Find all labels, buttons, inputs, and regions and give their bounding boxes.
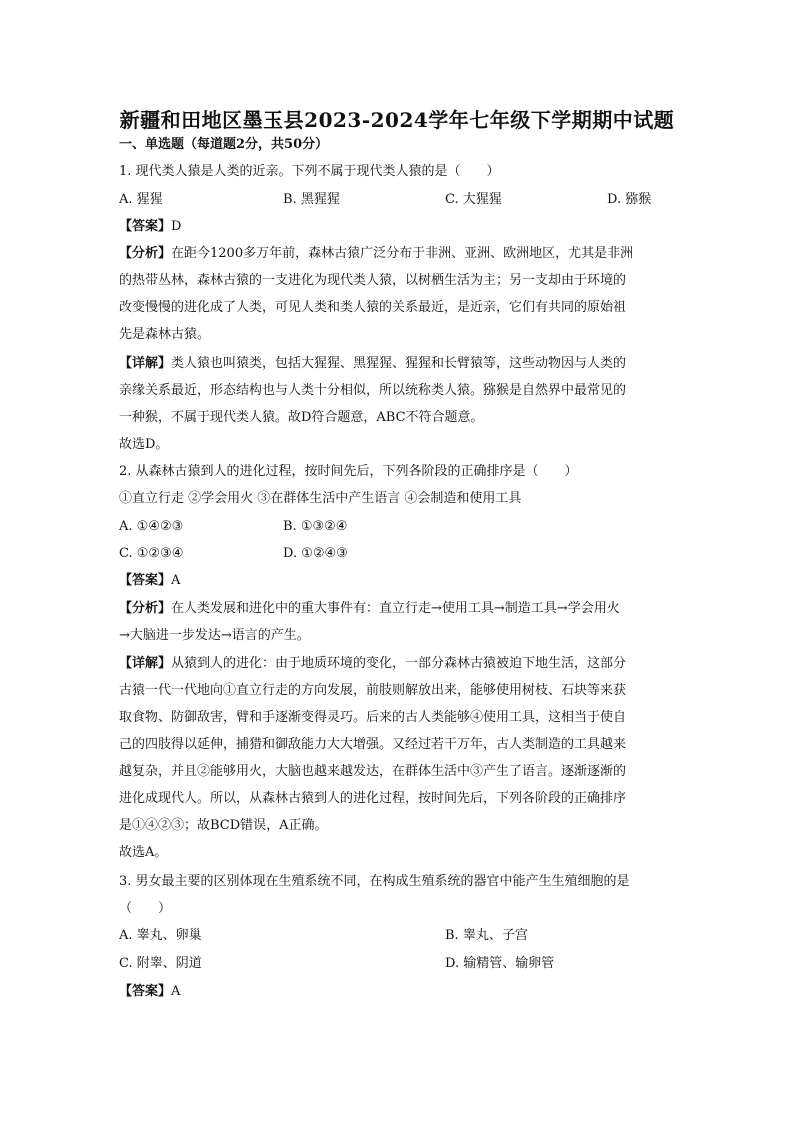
- answer-tag: 【答案】: [119, 219, 172, 234]
- section-heading: 一、单选题（每道题2分，共50分）: [119, 137, 329, 152]
- question-3-stem: 3. 男女最主要的区别体现在生殖系统不同，在构成生殖系统的器官中能产生生殖细胞的是: [119, 874, 630, 889]
- q1-analysis-line: 改变慢慢的进化成了人类，可见人类和类人猿的关系最近，是近亲，它们有共同的原始祖: [119, 300, 627, 315]
- q1-analysis-line: [119, 244, 633, 264]
- q1-option-c: C. 大猩猩: [445, 192, 502, 207]
- q1-analysis-line: 的热带丛林，森林古猿的一支进化为现代类人猿，以树栖生活为主；另一支却由于环境的: [119, 273, 627, 288]
- q2-detail-line: 古猿一代一代地向①直立行走的方向发展，前肢则解放出来，能够使用树枝、石块等来获: [119, 683, 627, 698]
- q2-analysis-line: →大脑进一步发达→语言的产生。: [119, 628, 310, 643]
- q3-option-d: D. 输精管、输卵管: [445, 956, 555, 971]
- q1-analysis-line: 先是森林古猿。: [119, 327, 211, 342]
- q2-conclusion: 故选A。: [119, 845, 168, 860]
- detail-tag: 【详解】: [119, 656, 172, 671]
- q1-answer: [119, 217, 181, 237]
- q1-detail-line: [119, 354, 626, 374]
- answer-tag: 【答案】: [119, 984, 172, 999]
- q2-analysis-line: [119, 599, 620, 619]
- q2-detail-line: 己的四肢得以延伸，捕猎和御敌能力大大增强。又经过若干万年，古人类制造的工具越来: [119, 737, 627, 752]
- q3-answer: [119, 982, 180, 1002]
- answer-value: A: [171, 573, 181, 588]
- analysis-tag: 【分析】: [119, 601, 172, 616]
- detail-text: 从猿到人的进化：由于地质环境的变化，一部分森林古猿被迫下地生活，这部分: [171, 656, 627, 671]
- question-2-stem: 2. 从森林古猿到人的进化过程，按时间先后，下列各阶段的正确排序是（ ）: [119, 464, 578, 479]
- q1-option-d: D. 猕猴: [607, 192, 652, 207]
- q2-detail-line: 进化成现代人。所以，从森林古猿到人的进化过程，按时间先后，下列各阶段的正确排序: [119, 791, 627, 806]
- q1-detail-line: 亲缘关系最近，形态结构也与人类十分相似，所以统称类人猿。猕猴是自然界中最常见的: [119, 383, 627, 398]
- analysis-text: 在人类发展和进化中的重大事件有：直立行走→使用工具→制造工具→学会用火: [171, 601, 620, 616]
- answer-value: D: [171, 219, 182, 234]
- q2-answer: [119, 571, 180, 591]
- q2-detail-line: [119, 654, 626, 674]
- page-title: 新疆和田地区墨玉县2023-2024学年七年级下学期期中试题: [119, 108, 675, 132]
- q3-option-c: C. 附睾、阴道: [119, 956, 202, 971]
- q1-option-b: B. 黑猩猩: [283, 192, 340, 207]
- q3-option-b: B. 睾丸、子宫: [445, 928, 528, 943]
- question-1-stem: 1. 现代类人猿是人类的近亲。下列不属于现代类人猿的是（ ）: [119, 164, 500, 179]
- q2-items: ①直立行走 ②学会用火 ③在群体生活中产生语言 ④会制造和使用工具: [119, 491, 522, 506]
- q1-conclusion: 故选D。: [119, 437, 169, 452]
- q1-option-a: A. 猩猩: [119, 192, 163, 207]
- q1-detail-line: 一种猴，不属于现代类人猿。故D符合题意，ABC不符合题意。: [119, 410, 484, 425]
- q2-option-b: B. ①③②④: [283, 519, 348, 534]
- q2-option-d: D. ①②④③: [283, 546, 348, 561]
- q2-option-c: C. ①②③④: [119, 546, 184, 561]
- answer-value: A: [171, 984, 181, 999]
- detail-text: 类人猿也叫猿类，包括大猩猩、黑猩猩、猩猩和长臂猿等，这些动物因与人类的: [171, 356, 627, 371]
- q2-detail-line: 越复杂，并且②能够用火，大脑也越来越发达，在群体生活中③产生了语言。逐渐逐渐的: [119, 764, 627, 779]
- detail-tag: 【详解】: [119, 356, 172, 371]
- q2-detail-line: 是①④②③；故BCD错误，A正确。: [119, 818, 328, 833]
- q3-option-a: A. 睾丸、卵巢: [119, 928, 202, 943]
- answer-tag: 【答案】: [119, 573, 172, 588]
- analysis-tag: 【分析】: [119, 246, 172, 261]
- q2-detail-line: 取食物、防御敌害，臂和手逐渐变得灵巧。后来的古人类能够④使用工具，这相当于使自: [119, 710, 627, 725]
- question-3-stem-cont: （ ）: [119, 901, 172, 916]
- q2-option-a: A. ①④②③: [119, 519, 184, 534]
- analysis-text: 在距今1200多万年前，森林古猿广泛分布于非洲、亚洲、欧洲地区，尤其是非洲: [171, 246, 634, 261]
